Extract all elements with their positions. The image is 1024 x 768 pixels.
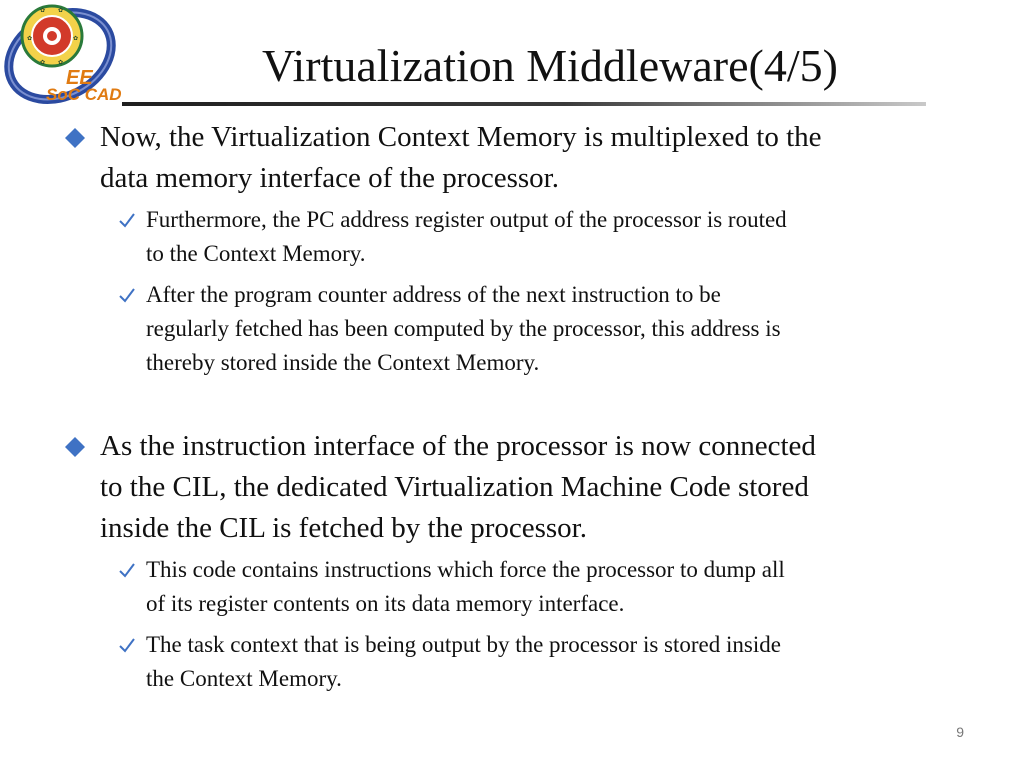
sub-bullet-text-line: thereby stored inside the Context Memory. (146, 350, 540, 375)
svg-text:✿: ✿ (40, 7, 46, 14)
bullet-text-line: Now, the Virtualization Context Memory is multiplexed to the (100, 121, 822, 153)
sub-bullet-text-line: This code contains instructions which force the processor to dump all (146, 557, 785, 582)
checkmark-bullet-icon (117, 635, 137, 655)
diamond-bullet-icon (64, 436, 86, 458)
bullet-text-line: data memory interface of the processor. (100, 162, 559, 194)
svg-text:EE: EE (66, 67, 93, 89)
sub-bullet-text-line: regularly fetched has been computed by the processor, this address is (146, 316, 781, 341)
checkmark-bullet-icon (117, 285, 137, 305)
sub-bullet-text-line: After the program counter address of the next instruction to be (146, 282, 721, 307)
slide-title: Virtualization Middleware(4/5) (262, 40, 838, 91)
svg-text:✿: ✿ (58, 7, 64, 14)
sub-bullet-text-line: The task context that is being output by the processor is stored inside (146, 632, 781, 657)
svg-text:✿: ✿ (27, 35, 33, 42)
diamond-bullet-icon (64, 127, 86, 149)
bullet-text-line: inside the CIL is fetched by the processor. (100, 512, 587, 544)
bullet-text-line: to the CIL, the dedicated Virtualization Machine Code stored (100, 471, 809, 503)
sub-bullet-text-line: Furthermore, the PC address register output of the processor is routed (146, 207, 787, 232)
svg-text:✿: ✿ (40, 59, 46, 66)
svg-text:✿: ✿ (73, 35, 79, 42)
sub-bullet-text-line: to the Context Memory. (146, 241, 366, 266)
bullet-text-line: As the instruction interface of the processor is now connected (100, 430, 816, 462)
sub-bullet-text-line: of its register contents on its data memory interface. (146, 591, 625, 616)
page-number: 9 (956, 724, 964, 740)
sub-bullet-text-line: the Context Memory. (146, 666, 342, 691)
checkmark-bullet-icon (117, 560, 137, 580)
svg-text:✿: ✿ (58, 59, 64, 66)
checkmark-bullet-icon (117, 210, 137, 230)
svg-text:SoC CAD: SoC CAD (46, 85, 122, 104)
